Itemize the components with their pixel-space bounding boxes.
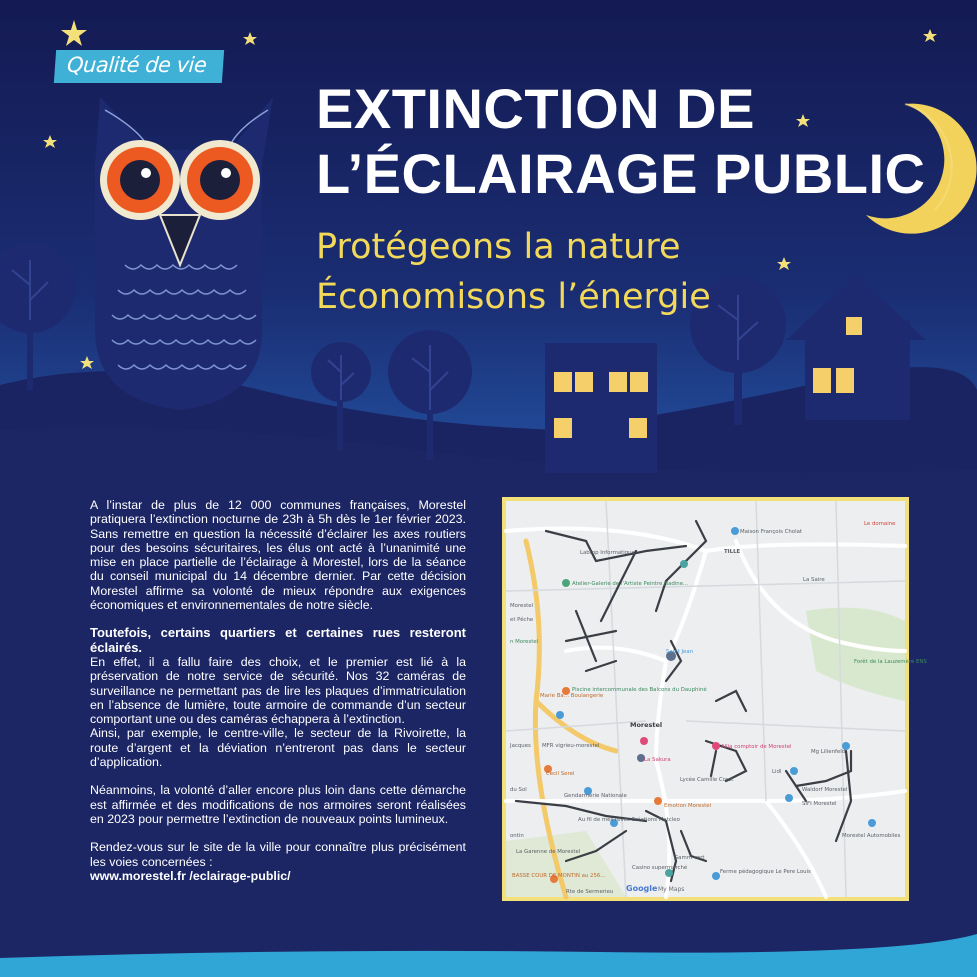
map-label: La Garenne de Morestel [516,849,581,855]
star-icon [923,29,937,42]
website-link[interactable]: www.morestel.fr /eclairage-public/ [90,868,291,883]
map-label: Ferme pédagogique Le Pere Louis [720,869,811,875]
article-body [90,498,466,883]
map-label: BASSE COUR DE MONTIN au 256... [512,873,606,879]
map-label: Rte de Sermerieu [566,889,614,895]
map-label: Mg Lilienfeld [811,749,846,755]
map-label: Cecil Serel [546,771,575,777]
map-label: Saint Jean [666,649,694,655]
mymaps-label: My Maps [658,886,685,893]
map-label: du Sol [510,787,527,793]
map-label: Allia comptoir de Morestel [721,744,792,750]
map-label: Gendarmerie Nationale [564,793,627,799]
paragraph-intro: A l’instar de plus de 12 000 communes françaises, Morestel pratiquera l’extinction nocturne de 23h à 5h dès le 1er février 2023. Sans remettre en question la nécessité d’éclairer les axes routiers pour des besoins sécuritaires, les élus ont acté à l’unanimité une mise en place partielle de l’éclairage à Morestel, lors de la séance du conseil municipal du 14 décembre dernier. Par cette décision Morestel affirme sa volonté de mieux répondre aux exigences économiques et environnementales de notre siècle. [90,498,466,613]
map-label: Morestel Automobiles [842,833,901,839]
title-line-1: EXTINCTION DE [316,77,755,140]
paragraph-future: Néanmoins, la volonté d’aller encore plus loin dans cette démarche est affirmée et des modifications de nos armoires seront réalisées en 2023 pour permettre l’extinction de nouveaux points lumineux. [90,783,466,826]
map-label: SIFI Morestel [802,801,837,807]
map-label: n Morestel [510,639,539,645]
bottom-wave [0,930,977,977]
section-heading: Toutefois, certains quartiers et certaines rues resteront éclairés. [90,625,466,655]
map-label: Lidl [772,769,782,775]
map-label: La Saire [803,577,825,583]
map-canvas[interactable] [506,501,927,897]
map-label: ontin [510,833,524,839]
badge-label: Qualité de vie [66,53,208,77]
map-label: TILLE [724,549,741,555]
paragraph-website: Rendez-vous sur le site de la ville pour connaître plus précisément les voies concernées : [90,840,466,869]
map-label: Labtop Informatique [580,550,635,556]
map-label: Atelier-Galerie de l’Artiste Peintre Nadine... [572,581,689,587]
map-label: et Pêche [510,617,534,623]
house-center [545,343,657,473]
map-label: Emotion Morestel [664,803,712,809]
map-label: MFR vigrieu-morestel [542,743,600,749]
page-subtitle [316,222,936,322]
streetlight-map[interactable] [502,497,927,901]
map-label: Morestel [630,721,663,729]
map-label: Lycée Camille Corot [680,777,734,783]
map-label: Le domaine [864,521,896,527]
map-label: Casino supermarché [632,865,688,871]
subtitle-line-2: Économisons l’énergie [316,277,711,317]
paragraph-security: En effet, il a fallu faire des choix, et le premier est lié à la préservation de notre service de sécurité. Nos 32 caméras de surveillance ne permettant pas de lire les plaques d’immatriculation en l’absence de lumière, toute armoire de commande d’un secteur comportant une ou des caméras échappera à l’extinction. [90,654,466,727]
map-label: Au fil de mes rêves Créations Matcleo [578,817,680,823]
subtitle-line-1: Protégeons la nature [316,227,681,267]
star-icon [61,20,87,46]
map-label: La Sakura [644,757,671,763]
owl-illustration [95,97,273,410]
page-title [316,76,936,206]
map-label: Marie Ba… Boulangerie [540,693,604,699]
map-label: Piscine intercommunale des Balcons du Dauphiné [572,687,707,693]
map-label: Morestel [510,603,534,609]
paragraph-example: Ainsi, par exemple, le centre-ville, le secteur de la Rivoirette, la route d’argent et la déviation n’entreront pas dans le secteur d’application. [90,726,466,770]
google-logo: Google [626,884,658,893]
star-icon [243,32,257,45]
map-label: Jacques [510,743,531,749]
map-label: Maison François Cholat [740,529,803,535]
star-icon [43,135,57,148]
map-label: Forêt de la Lauzemère ENS [854,659,927,665]
map-label: Gamm vert [674,855,705,861]
title-line-2: L’ÉCLAIRAGE PUBLIC [316,142,926,205]
map-label: Waldorf Morestel [802,787,848,793]
quality-of-life-badge [54,50,224,83]
star-icon [80,356,94,369]
